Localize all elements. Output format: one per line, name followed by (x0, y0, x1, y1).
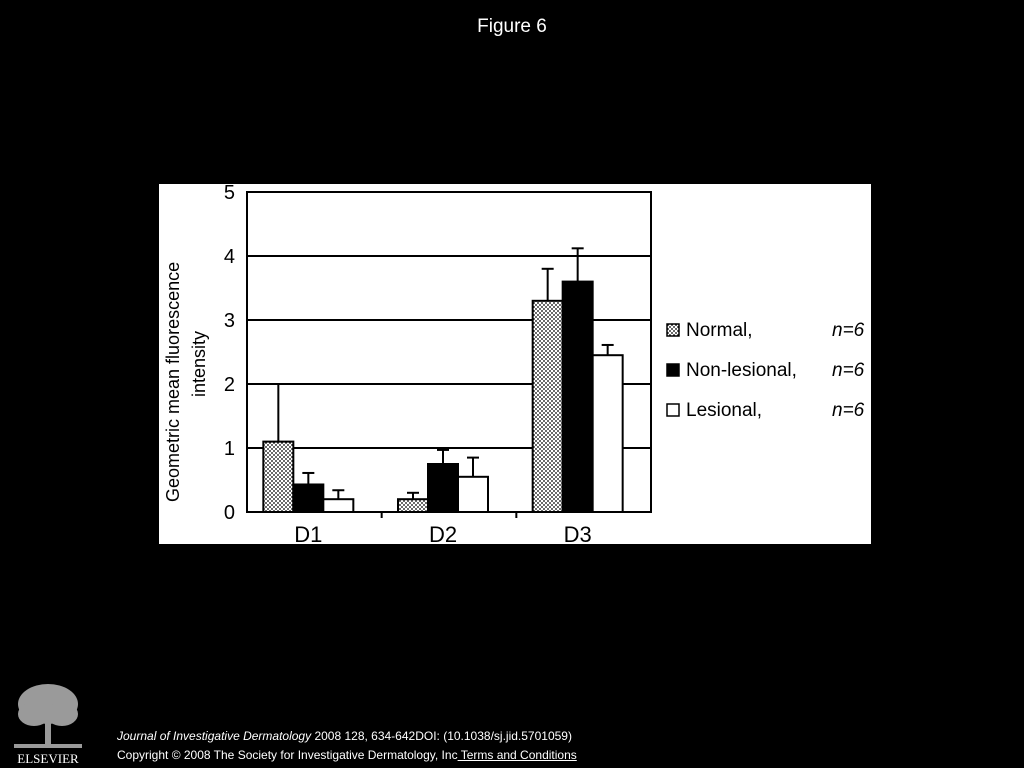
y-tick-label: 1 (223, 438, 235, 460)
x-tick-labels (294, 512, 591, 544)
citation-line (117, 727, 577, 746)
legend (667, 320, 865, 421)
copyright-line (117, 746, 577, 765)
citation-block (117, 727, 577, 765)
bar-d2-series-2 (428, 464, 458, 512)
bar-d2-series-1 (398, 499, 428, 512)
legend-n-label: n=6 (832, 360, 865, 381)
legend-swatch (667, 404, 679, 416)
legend-label: Lesional, (686, 400, 763, 421)
y-tick-label: 0 (223, 502, 235, 524)
bar-d3-series-1 (533, 301, 563, 512)
x-tick-label: D2 (428, 522, 458, 544)
y-tick-label: 4 (223, 246, 235, 268)
y-axis-label-line-2: intensity (189, 330, 209, 397)
bar-d1-series-3 (323, 499, 353, 512)
bar-d1-series-1 (263, 442, 293, 512)
legend-swatch (667, 364, 679, 376)
elsevier-logo-text: ELSEVIER (17, 751, 79, 766)
x-tick-label: D3 (563, 522, 592, 544)
legend-swatch (667, 324, 679, 336)
legend-label: Normal, (686, 320, 753, 341)
x-tick-label: D1 (294, 522, 323, 544)
copyright-text: Copyright © 2008 The Society for Investigative Dermatology, Inc (117, 748, 458, 762)
legend-n-label: n=6 (832, 320, 865, 341)
bar-d2-series-3 (458, 477, 488, 512)
journal-name: Journal of Investigative Dermatology (117, 729, 312, 743)
bars-group (263, 282, 622, 512)
bar-d1-series-2 (293, 484, 323, 512)
citation-details: 2008 128, 634-642DOI: (10.1038/sj.jid.5701059) (311, 729, 572, 743)
legend-label: Non-lesional, (686, 360, 797, 381)
y-tick-label: 5 (223, 184, 235, 204)
y-axis-label-line-1: Geometric mean fluorescence (163, 261, 183, 502)
bar-chart (159, 184, 871, 544)
elsevier-logo (8, 680, 88, 766)
legend-n-label: n=6 (832, 400, 865, 421)
bar-d3-series-2 (563, 282, 593, 512)
y-tick-label: 3 (223, 310, 235, 332)
bar-d3-series-3 (593, 355, 623, 512)
terms-and-conditions-link[interactable]: Terms and Conditions (457, 748, 577, 762)
figure-panel (159, 184, 871, 544)
slide-title: Figure 6 (477, 16, 547, 37)
y-tick-labels (224, 184, 235, 524)
y-tick-label: 2 (223, 374, 235, 396)
